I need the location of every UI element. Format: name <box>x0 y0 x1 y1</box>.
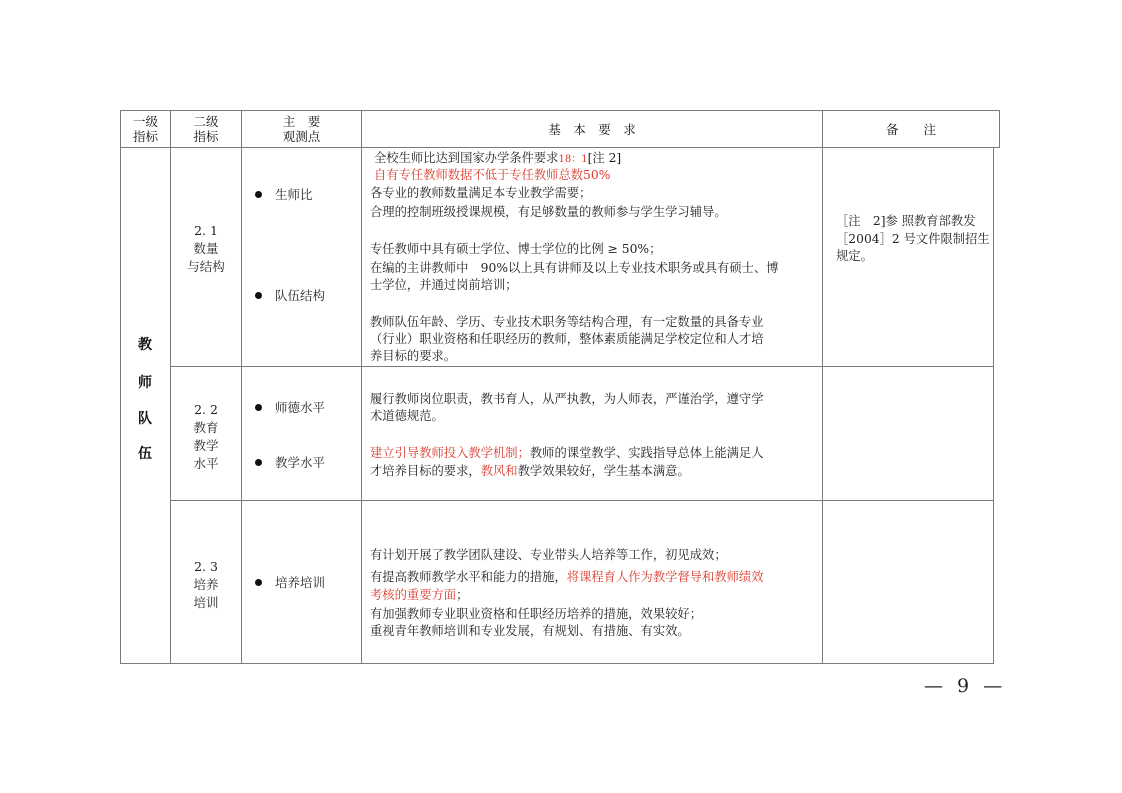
category-char-2: 师 <box>138 375 152 391</box>
header-requirements: 基 本 要 求 <box>548 122 636 137</box>
section-code: 2. 2 <box>194 402 218 417</box>
req-2-3-line4: 有加强教师专业职业资格和任职经历培养的措施，效果较好； <box>370 607 703 621</box>
bullet-icon <box>255 459 262 466</box>
point-label: 师德水平 <box>275 400 326 415</box>
req-2-1-line1: 全校生师比达到国家办学条件要求18：1[注 2] <box>374 151 622 165</box>
req-2-1-line4: 合理的控制班级授课规模，有足够数量的教师参与学生学习辅导。 <box>370 205 727 219</box>
section-code: 2. 1 <box>194 223 218 238</box>
req-2-1-line2: 自有专任教师数据不低于专任教师总数50% <box>374 168 611 182</box>
bullet-icon <box>255 579 262 586</box>
bullet-icon <box>255 292 262 299</box>
req-2-3-line3: 考核的重要方面； <box>370 588 469 602</box>
header-level1 <box>121 114 170 144</box>
point-label: 教学水平 <box>275 455 326 470</box>
req-2-2-line2: 术道德规范。 <box>370 409 444 423</box>
section-title-line3: 水平 <box>193 456 219 471</box>
section-code: 2. 3 <box>194 559 218 574</box>
header-level1-line1: 一级 <box>132 114 158 129</box>
page-dash-right: — <box>983 675 1003 697</box>
page-dash-left: — <box>924 675 943 697</box>
section-title-line1: 教育 <box>193 420 219 435</box>
header-notes: 备 注 <box>885 122 936 137</box>
section-title-line2: 培训 <box>193 595 219 610</box>
header-points-line1: 主 要 <box>282 114 321 129</box>
req-2-3-line1: 有计划开展了教学团队建设、专业带头人培养等工作，初见成效； <box>370 548 727 562</box>
point-teacher-ratio <box>255 185 313 203</box>
req-2-1-line9: （行业）职业资格和任职经历的教师，整体素质能满足学校定位和人才培 <box>370 332 764 346</box>
req-2-2-line3: 建立引导教师投入教学机制；教师的课堂教学、实践指导总体上能满足人 <box>370 446 764 460</box>
req-2-1-line10: 养目标的要求。 <box>370 349 457 363</box>
header-level2 <box>171 114 241 144</box>
section-title-line2: 与结构 <box>187 259 225 274</box>
category-char-4: 伍 <box>138 446 152 462</box>
section-title-line1: 数量 <box>193 241 219 256</box>
req-2-2-line1: 履行教师岗位职责，教书育人，从严执教，为人师表，严谨治学，遵守学 <box>370 392 764 406</box>
req-2-1-line7: 士学位，并通过岗前培训； <box>370 278 518 292</box>
req-2-3-line5: 重视青年教师培训和专业发展，有规划、有措施、有实效。 <box>370 624 690 638</box>
req-2-3-line2: 有提高教师教学水平和能力的措施，将课程育人作为教学督导和教师绩效 <box>370 570 764 584</box>
bullet-icon <box>255 404 262 411</box>
section-2-2-title <box>171 401 241 473</box>
page-number <box>924 675 1002 697</box>
header-level2-line2: 指标 <box>193 129 219 144</box>
note-2-1-line3: 规定。 <box>836 249 873 263</box>
point-label: 队伍结构 <box>275 288 326 303</box>
req-2-1-line3: 各专业的教师数量满足本专业教学需要； <box>370 186 592 200</box>
section-title-line2: 教学 <box>193 438 219 453</box>
section-2-1-title <box>171 222 241 276</box>
req-2-1-line5: 专任教师中具有硕士学位、博士学位的比例 ≥ 50%； <box>370 242 662 256</box>
header-level2-line1: 二级 <box>193 114 219 129</box>
section-2-3-title <box>171 558 241 612</box>
note-2-1-line1: ［注 2]参 照教育部教发 <box>836 214 976 228</box>
point-training <box>255 573 325 591</box>
point-label: 生师比 <box>275 187 313 202</box>
note-2-1-line2: ［2004］2 号文件限制招生 <box>836 232 990 246</box>
req-2-1-line6: 在编的主讲教师中 90%以上具有讲师及以上专业技术职务或具有硕士、博 <box>370 261 779 275</box>
point-ethics-level <box>255 398 325 416</box>
req-2-1-line8: 教师队伍年龄、学历、专业技术职务等结构合理，有一定数量的具备专业 <box>370 315 764 329</box>
req-2-2-line4: 才培养目标的要求，教风和教学效果较好，学生基本满意。 <box>370 464 690 478</box>
category-char-3: 队 <box>138 411 152 427</box>
header-points <box>242 114 361 144</box>
bullet-icon <box>255 191 262 198</box>
header-points-line2: 观测点 <box>282 129 321 144</box>
category-char-1: 教 <box>138 337 152 353</box>
point-teaching-level <box>255 453 325 471</box>
point-label: 培养培训 <box>275 575 326 590</box>
section-title-line1: 培养 <box>193 577 219 592</box>
point-team-structure <box>255 286 325 304</box>
page-number-value: 9 <box>957 675 970 697</box>
header-level1-line2: 指标 <box>132 129 158 144</box>
